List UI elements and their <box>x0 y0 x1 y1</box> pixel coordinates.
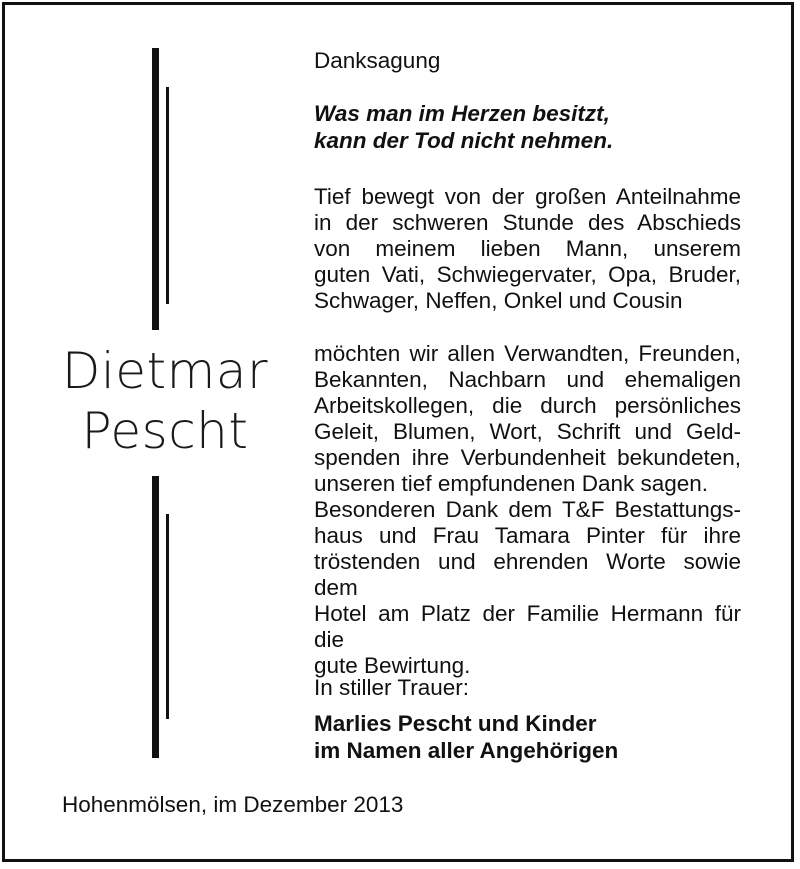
text-line: Besonderen Dank dem T&F Bestattungs- <box>314 497 741 522</box>
text-line: Geleit, Blumen, Wort, Schrift und Geld- <box>314 419 741 444</box>
decor-bar-bottom-thin <box>166 514 169 719</box>
text-line: in der schweren Stunde des Abschieds <box>314 210 741 235</box>
text-line: haus und Frau Tamara Pinter für ihre <box>314 523 741 548</box>
text-line: tröstenden und ehrenden Worte sowie dem <box>314 549 741 600</box>
text-line: spenden ihre Verbundenheit bekundeten, <box>314 445 741 470</box>
text-line: unseren tief empfundenen Dank sagen. <box>314 471 709 496</box>
text-line: gute Bewirtung. <box>314 653 471 678</box>
text-line: möchten wir allen Verwandten, Freunden, <box>314 341 741 366</box>
decor-bar-top-thin <box>166 87 169 304</box>
deceased-last-name: Pescht <box>81 402 249 460</box>
decor-bar-top-thick <box>152 48 159 330</box>
deceased-first-name: Dietmar <box>61 342 269 400</box>
text-line: Tief bewegt von der großen Anteilnahme <box>314 184 741 209</box>
thanks-paragraph-2 <box>314 341 741 679</box>
motto-quote <box>314 100 613 154</box>
decor-bar-bottom-thick <box>152 476 159 758</box>
motto-line: Was man im Herzen besitzt, <box>314 101 610 126</box>
text-line: guten Vati, Schwiegervater, Opa, Bruder, <box>314 262 741 287</box>
motto-line: kann der Tod nicht nehmen. <box>314 128 614 153</box>
text-line: Bekannten, Nachbarn und ehemaligen <box>314 367 741 392</box>
signature-line: im Namen aller Angehörigen <box>314 738 619 763</box>
text-line: Schwager, Neffen, Onkel und Cousin <box>314 288 683 313</box>
place-date: Hohenmölsen, im Dezember 2013 <box>62 792 404 817</box>
signature <box>314 710 618 764</box>
mourning-line: In stiller Trauer: <box>314 675 470 700</box>
text-line: Hotel am Platz der Familie Hermann für die <box>314 601 741 652</box>
text-line: Arbeitskollegen, die durch persönliches <box>314 393 741 418</box>
notice-heading: Danksagung <box>314 48 441 73</box>
signature-line: Marlies Pescht und Kinder <box>314 711 597 736</box>
thanks-paragraph-1 <box>314 184 741 314</box>
text-line: von meinem lieben Mann, unserem <box>314 236 741 261</box>
